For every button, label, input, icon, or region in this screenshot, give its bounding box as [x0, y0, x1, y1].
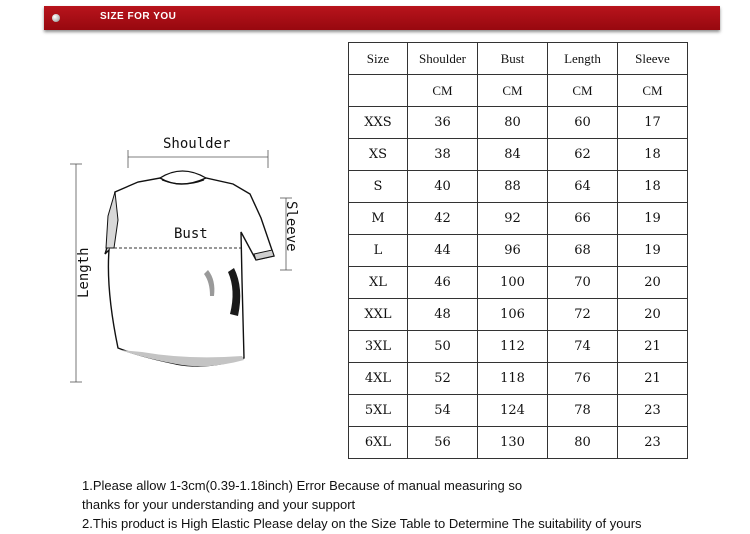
tshirt-diagram	[58, 120, 338, 400]
shoulder-label: Shoulder	[163, 136, 231, 152]
table-cell: 88	[478, 171, 548, 203]
table-cell: 23	[618, 427, 688, 459]
table-cell: 112	[478, 331, 548, 363]
table-header-cell: Shoulder	[408, 43, 478, 75]
table-cell: 62	[548, 139, 618, 171]
table-cell: 36	[408, 107, 478, 139]
header-banner	[44, 6, 720, 30]
table-cell: 3XL	[349, 331, 408, 363]
table-unit-cell	[349, 75, 408, 107]
table-cell: S	[349, 171, 408, 203]
table-row	[349, 235, 688, 267]
banner-title: SIZE FOR YOU	[100, 11, 177, 22]
table-cell: 130	[478, 427, 548, 459]
table-cell: 92	[478, 203, 548, 235]
table-cell: 17	[618, 107, 688, 139]
table-row	[349, 203, 688, 235]
table-cell: 66	[548, 203, 618, 235]
table-cell: 78	[548, 395, 618, 427]
bust-label: Bust	[174, 226, 208, 242]
table-cell: 124	[478, 395, 548, 427]
table-cell: 19	[618, 203, 688, 235]
length-label: Length	[76, 247, 92, 298]
table-row	[349, 139, 688, 171]
table-header-cell: Length	[548, 43, 618, 75]
table-cell: 42	[408, 203, 478, 235]
table-row	[349, 363, 688, 395]
table-cell: 44	[408, 235, 478, 267]
table-cell: 56	[408, 427, 478, 459]
table-unit-cell: CM	[618, 75, 688, 107]
table-cell: 38	[408, 139, 478, 171]
table-cell: XS	[349, 139, 408, 171]
table-header-cell: Bust	[478, 43, 548, 75]
size-table	[348, 42, 688, 459]
table-cell: 19	[618, 235, 688, 267]
table-cell: 96	[478, 235, 548, 267]
table-cell: 46	[408, 267, 478, 299]
note-line: 1.Please allow 1-3cm(0.39-1.18inch) Error Because of manual measuring so	[82, 478, 523, 493]
table-cell: 5XL	[349, 395, 408, 427]
table-cell: 52	[408, 363, 478, 395]
bullet-icon	[52, 14, 60, 22]
table-cell: XL	[349, 267, 408, 299]
table-row	[349, 299, 688, 331]
note-line: thanks for your understanding and your support	[82, 497, 356, 512]
table-row	[349, 395, 688, 427]
table-cell: 70	[548, 267, 618, 299]
table-cell: XXL	[349, 299, 408, 331]
table-cell: 18	[618, 171, 688, 203]
table-unit-cell: CM	[408, 75, 478, 107]
table-cell: 80	[478, 107, 548, 139]
table-unit-cell: CM	[548, 75, 618, 107]
table-cell: 50	[408, 331, 478, 363]
table-cell: L	[349, 235, 408, 267]
sleeve-label: Sleeve	[283, 201, 299, 252]
table-row	[349, 171, 688, 203]
table-cell: 18	[618, 139, 688, 171]
table-cell: XXS	[349, 107, 408, 139]
table-row	[349, 107, 688, 139]
table-header-cell: Size	[349, 43, 408, 75]
table-cell: 20	[618, 299, 688, 331]
table-header-cell: Sleeve	[618, 43, 688, 75]
table-cell: 4XL	[349, 363, 408, 395]
table-cell: 118	[478, 363, 548, 395]
table-cell: 48	[408, 299, 478, 331]
table-cell: 64	[548, 171, 618, 203]
table-cell: 54	[408, 395, 478, 427]
table-row	[349, 331, 688, 363]
note-line: 2.This product is High Elastic Please delay on the Size Table to Determine The suitability of yours	[82, 516, 642, 531]
table-cell: 74	[548, 331, 618, 363]
table-cell: 76	[548, 363, 618, 395]
table-cell: M	[349, 203, 408, 235]
table-cell: 68	[548, 235, 618, 267]
table-cell: 80	[548, 427, 618, 459]
table-cell: 20	[618, 267, 688, 299]
table-cell: 84	[478, 139, 548, 171]
table-header-row	[349, 43, 688, 75]
table-row	[349, 427, 688, 459]
table-cell: 21	[618, 363, 688, 395]
table-cell: 6XL	[349, 427, 408, 459]
notes-block	[82, 476, 642, 533]
table-row	[349, 267, 688, 299]
table-cell: 72	[548, 299, 618, 331]
table-cell: 100	[478, 267, 548, 299]
table-unit-row	[349, 75, 688, 107]
table-cell: 60	[548, 107, 618, 139]
tshirt-outline-icon	[58, 120, 338, 400]
table-cell: 40	[408, 171, 478, 203]
table-cell: 106	[478, 299, 548, 331]
table-unit-cell: CM	[478, 75, 548, 107]
table-cell: 23	[618, 395, 688, 427]
table-cell: 21	[618, 331, 688, 363]
